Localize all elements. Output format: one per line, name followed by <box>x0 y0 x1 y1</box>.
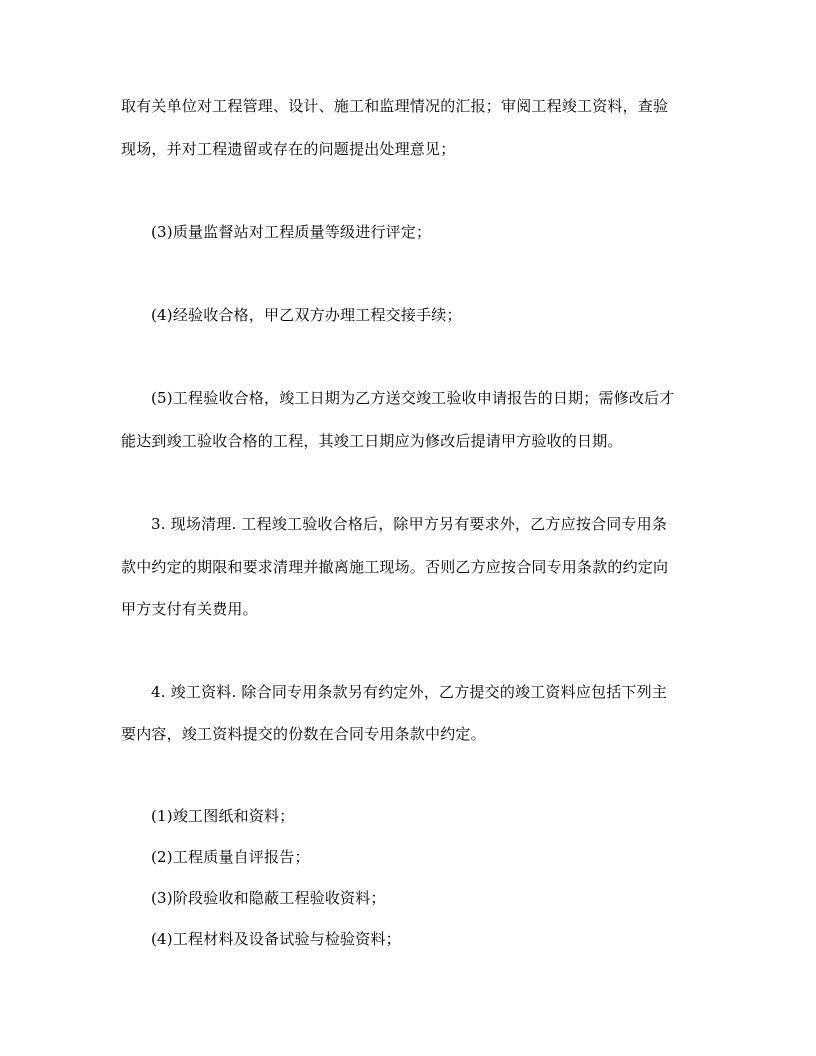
list-item-1: (1)竣工图纸和资料； <box>151 807 295 825</box>
paragraph-line: 现场，并对工程遗留或存在的问题提出处理意见； <box>121 140 456 158</box>
paragraph-line: 甲方支付有关费用。 <box>121 600 258 618</box>
list-item-3b: (3)阶段验收和隐蔽工程验收资料； <box>151 889 386 907</box>
list-item-4: (4)经验收合格，甲乙双方办理工程交接手续； <box>151 306 462 324</box>
list-item-4b: (4)工程材料及设备试验与检验资料； <box>151 930 401 948</box>
section-3-heading-line: 3. 现场清理. 工程竣工验收合格后，除甲方另有要求外，乙方应按合同专用条 <box>151 515 668 533</box>
section-4-heading-line: 4. 竣工资料. 除合同专用条款另有约定外，乙方提交的竣工资料应包括下列主 <box>151 683 668 701</box>
paragraph-line: 款中约定的期限和要求清理并撤离施工现场。否则乙方应按合同专用条款的约定向 <box>121 558 669 576</box>
paragraph-line: 能达到竣工验收合格的工程，其竣工日期应为修改后提请甲方验收的日期。 <box>121 432 623 450</box>
paragraph-line: 要内容，竣工资料提交的份数在合同专用条款中约定。 <box>121 725 486 743</box>
list-item-3: (3)质量监督站对工程质量等级进行评定； <box>151 223 432 241</box>
paragraph-line: 取有关单位对工程管理、设计、施工和监理情况的汇报；审阅工程竣工资料，查验 <box>121 97 669 115</box>
list-item-2: (2)工程质量自评报告； <box>151 848 310 866</box>
list-item-5: (5)工程验收合格，竣工日期为乙方送交竣工验收申请报告的日期；需修改后才 <box>151 389 675 407</box>
